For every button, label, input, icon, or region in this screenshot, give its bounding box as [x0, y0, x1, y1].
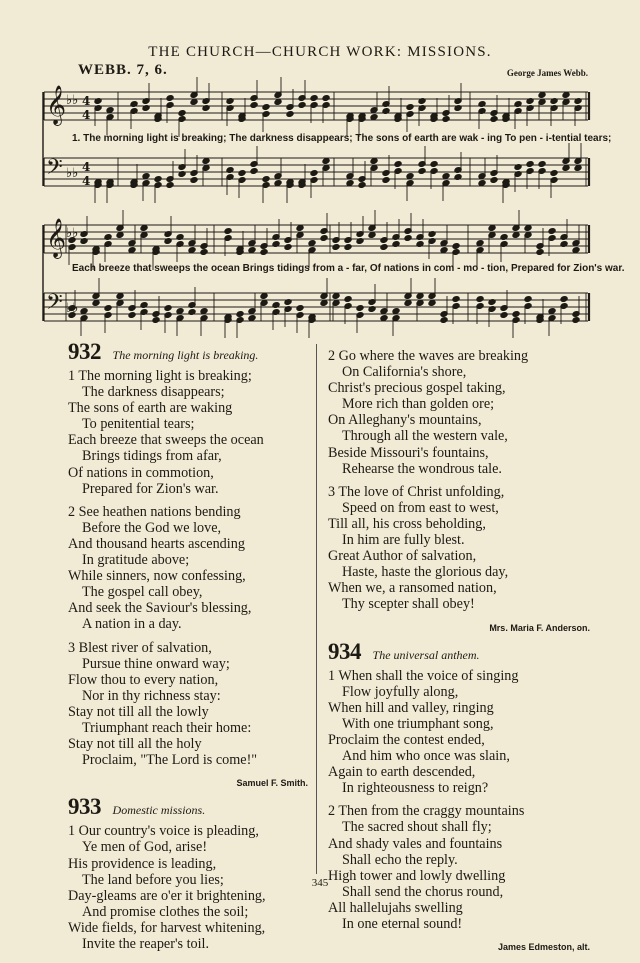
note-head	[284, 244, 292, 251]
note-head	[560, 296, 568, 303]
time-signature: 4	[82, 94, 91, 108]
music-score	[0, 0, 640, 340]
verse-line: Till all, his cross beholding,	[328, 515, 486, 532]
verse-line: Speed on from east to west,	[342, 499, 499, 516]
note-head	[200, 249, 208, 256]
note-head	[538, 161, 546, 168]
verse-line: Through all the western vale,	[342, 428, 508, 445]
verse-line: Flow joyfully along,	[342, 683, 459, 700]
note-head	[548, 228, 556, 235]
bass-clef-icon: 𝄢	[46, 290, 63, 320]
bass-clef-icon: 𝄢	[46, 155, 63, 185]
time-signature: 4	[82, 160, 91, 174]
hymn-author: James Edmeston, alt.	[497, 942, 590, 953]
note-head	[274, 180, 282, 187]
note-head	[320, 300, 328, 307]
verse-line: And seek the Saviour's blessing,	[68, 600, 252, 617]
note-head	[404, 235, 412, 242]
note-head	[478, 180, 486, 187]
note-head	[250, 168, 258, 175]
verse-line: 1 The morning light is breaking;	[68, 368, 252, 384]
note-head	[248, 315, 256, 322]
note-head	[404, 300, 412, 307]
flat-icon: ♭♭	[66, 166, 79, 181]
verse-line: Ye men of God, arise!	[82, 839, 208, 856]
time-signature: 4	[82, 174, 91, 188]
verse-line: Wide fields, for harvest whitening,	[68, 919, 266, 936]
flat-icon: ♭♭	[66, 301, 79, 316]
note-head	[526, 161, 534, 168]
left-column	[68, 339, 308, 959]
verse-line: When hill and valley, ringing	[328, 699, 494, 716]
note-head	[140, 225, 148, 232]
verse-line: Before the God we love,	[82, 519, 222, 536]
note-head	[310, 95, 318, 102]
note-head	[476, 296, 484, 303]
hymn-933-heading	[68, 794, 308, 821]
verse-line: And him who once was slain,	[342, 748, 510, 765]
note-head	[394, 161, 402, 168]
verse-line: Invite the reaper's toil.	[82, 936, 210, 952]
verse-line: Proclaim, "The Lord is come!"	[82, 752, 258, 769]
note-head	[370, 158, 378, 165]
verse-line: Shall send the chorus round,	[342, 883, 504, 900]
hymn-932-heading	[68, 339, 308, 366]
verse-line: Stay not till all the holy	[68, 736, 202, 753]
note-head	[440, 317, 448, 324]
lyrics-line-2: Each breeze that sweeps the ocean Brings tidings from a - far, Of nations in com - mo - tion, Prepared for Zion's war.	[72, 263, 625, 274]
verse-line: His providence is leading,	[68, 855, 217, 872]
verse-line: Rehearse the wondrous tale.	[342, 460, 502, 477]
verse-line: Proclaim the contest ended,	[328, 731, 485, 748]
verse-line: More rich than golden ore;	[342, 396, 495, 413]
note-head	[562, 92, 570, 99]
note-head	[176, 308, 184, 315]
note-head	[322, 95, 330, 102]
note-head	[428, 300, 436, 307]
note-head	[380, 315, 388, 322]
stanza	[68, 504, 308, 633]
verse-line: 3 Blest river of salvation,	[68, 639, 212, 656]
note-head	[320, 235, 328, 242]
verse-line: 1 Our country's voice is pleading,	[68, 823, 259, 840]
verse-line: On California's shore,	[342, 364, 467, 381]
note-head	[380, 244, 388, 251]
note-head	[248, 247, 256, 254]
verse-line: In one eternal sound!	[342, 916, 463, 932]
note-head	[562, 165, 570, 172]
hymn-title: The morning light is breaking.	[112, 348, 259, 362]
verse-line: 3 The love of Christ unfolding,	[328, 483, 505, 500]
page-header: THE CHURCH—CHURCH WORK: MISSIONS.	[148, 44, 492, 60]
note-head	[358, 182, 366, 189]
note-head	[500, 312, 508, 319]
verse-line: Beside Missouri's fountains,	[328, 444, 489, 461]
note-head	[128, 247, 136, 254]
stanza	[68, 368, 308, 497]
note-head	[238, 170, 246, 177]
note-head	[452, 296, 460, 303]
verse-line: And thousand hearts ascending	[68, 535, 245, 552]
note-head	[104, 305, 112, 312]
verse-line: The land before you lies;	[82, 871, 224, 888]
verse-line: 2 Then from the craggy mountains	[328, 803, 525, 820]
stanza	[328, 668, 590, 797]
note-head	[154, 176, 162, 183]
note-head	[442, 173, 450, 180]
verse-line: Haste, haste the glorious day,	[342, 564, 509, 581]
verse-line: Great Author of salvation,	[328, 548, 477, 565]
note-head	[430, 161, 438, 168]
verse-line: The darkness disappears;	[82, 384, 225, 401]
note-head	[512, 311, 520, 318]
verse-line: Christ's precious gospel taking,	[328, 380, 506, 397]
hymn-title: Domestic missions.	[112, 803, 206, 818]
note-head	[202, 158, 210, 165]
note-head	[550, 170, 558, 177]
note-head	[356, 305, 364, 312]
verse-line: Stay not till all the lowly	[68, 703, 209, 720]
note-head	[116, 293, 124, 300]
stanza	[328, 484, 590, 613]
note-head	[262, 104, 270, 111]
note-head	[296, 225, 304, 232]
right-column	[328, 348, 590, 963]
verse-line: Pursue thine onward way;	[82, 655, 230, 672]
hymn-number: 934	[328, 638, 361, 664]
verse-line: While sinners, now confessing,	[68, 568, 246, 585]
note-head	[406, 173, 414, 180]
verse-line: Nor in thy richness stay:	[82, 687, 221, 704]
treble-clef-icon: 𝄞	[46, 85, 67, 125]
note-head	[572, 247, 580, 254]
note-head	[416, 293, 424, 300]
note-head	[392, 308, 400, 315]
column-divider	[316, 344, 317, 874]
note-head	[452, 243, 460, 250]
note-head	[190, 177, 198, 184]
note-head	[92, 300, 100, 307]
note-head	[116, 232, 124, 239]
note-head	[308, 240, 316, 247]
note-head	[538, 92, 546, 99]
note-head	[548, 308, 556, 315]
note-head	[164, 305, 172, 312]
verse-line: And shady vales and fountains	[328, 835, 503, 852]
note-head	[322, 158, 330, 165]
verse-line: High tower and lowly dwelling	[328, 867, 506, 884]
note-head	[298, 102, 306, 109]
note-head	[286, 111, 294, 118]
note-head	[274, 99, 282, 106]
note-head	[128, 312, 136, 319]
note-head	[406, 104, 414, 111]
verse-line: Flow thou to every nation,	[68, 671, 219, 688]
stanza	[328, 348, 590, 477]
note-head	[572, 317, 580, 324]
note-head	[260, 293, 268, 300]
verse-line: Again to earth descended,	[328, 764, 476, 781]
note-head	[224, 228, 232, 235]
note-head	[296, 305, 304, 312]
note-head	[524, 296, 532, 303]
verse-line: 2 See heathen nations bending	[68, 503, 241, 520]
hymn-number: 933	[68, 794, 101, 820]
hymn-932-stanzas	[68, 368, 308, 768]
hymn-title: The universal anthem.	[372, 647, 480, 662]
note-head	[382, 177, 390, 184]
stanza	[68, 640, 308, 769]
verse-line: A nation in a day.	[82, 616, 182, 633]
note-head	[152, 317, 160, 324]
note-head	[370, 114, 378, 121]
verse-line: 1 When shall the voice of singing	[328, 667, 519, 684]
hymn-934-stanzas	[328, 668, 590, 933]
note-head	[80, 308, 88, 315]
note-head	[488, 225, 496, 232]
hymn-author: Samuel F. Smith.	[236, 778, 308, 789]
verse-line: Thy scepter shall obey!	[342, 596, 475, 613]
note-head	[490, 116, 498, 123]
note-head	[476, 240, 484, 247]
note-head	[262, 176, 270, 183]
note-head	[490, 177, 498, 184]
verse-line: In gratitude above;	[82, 552, 190, 569]
note-head	[250, 102, 258, 109]
note-head	[442, 116, 450, 123]
note-head	[512, 232, 520, 239]
flat-icon: ♭♭	[66, 226, 79, 241]
note-head	[260, 249, 268, 256]
note-head	[368, 232, 376, 239]
note-head	[332, 293, 340, 300]
verse-line: The gospel call obey,	[82, 584, 203, 601]
verse-line: Prepared for Zion's war.	[82, 480, 219, 497]
note-head	[346, 180, 354, 187]
note-head	[344, 296, 352, 303]
hymn-933-stanzas-cont	[328, 348, 590, 613]
note-head	[236, 311, 244, 318]
hymn-934-heading	[328, 638, 590, 666]
hymn-number: 932	[68, 339, 101, 364]
note-head	[142, 173, 150, 180]
note-head	[310, 170, 318, 177]
verse-line: Triumphant reach their home:	[82, 719, 252, 736]
note-head	[524, 225, 532, 232]
tune-name: WEBB. 7, 6.	[78, 62, 168, 78]
verse-line: Shall echo the reply.	[342, 851, 458, 868]
note-head	[166, 182, 174, 189]
verse-line: The sons of earth are waking	[68, 400, 233, 417]
time-signature: 4	[82, 108, 91, 122]
note-head	[106, 107, 114, 114]
verse-line: In him are fully blest.	[342, 532, 465, 549]
note-head	[418, 168, 426, 175]
verse-line: Brings tidings from afar,	[82, 448, 222, 465]
verse-line: On Alleghany's mountains,	[328, 412, 482, 429]
note-head	[178, 110, 186, 117]
verse-line: Day-gleams are o'er it brightening,	[68, 887, 266, 904]
verse-line: The sacred shout shall fly;	[342, 819, 492, 836]
verse-line: With one triumphant song,	[342, 715, 494, 732]
note-head	[344, 244, 352, 251]
verse-line: 2 Go where the waves are breaking	[328, 348, 529, 364]
lyrics-line-1: 1. The morning light is breaking; The darkness disappears; The sons of earth are wak - ing To pen - i-tential tears;	[72, 133, 612, 144]
verse-line: In righteousness to reign?	[342, 780, 489, 797]
note-head	[190, 99, 198, 106]
note-head	[332, 244, 340, 251]
note-head	[440, 247, 448, 254]
verse-line: Of nations in commotion,	[68, 464, 214, 481]
composer: George James Webb.	[506, 68, 588, 78]
note-head	[200, 308, 208, 315]
note-head	[166, 95, 174, 102]
verse-line: Each breeze that sweeps the ocean	[68, 432, 264, 449]
note-head	[574, 165, 582, 172]
stanza	[328, 803, 590, 932]
flat-icon: ♭♭	[66, 93, 79, 108]
note-head	[188, 247, 196, 254]
verse-line: To penitential tears;	[82, 416, 195, 433]
verse-line: All hallelujahs swelling	[328, 899, 463, 916]
verse-line: And promise clothes the soil;	[82, 903, 249, 920]
verse-line: When we, a ransomed nation,	[328, 580, 497, 597]
note-head	[536, 249, 544, 256]
treble-clef-icon: 𝄞	[46, 218, 67, 258]
hymn-author: Mrs. Maria F. Anderson.	[489, 622, 590, 633]
page-number: 345	[311, 877, 329, 889]
